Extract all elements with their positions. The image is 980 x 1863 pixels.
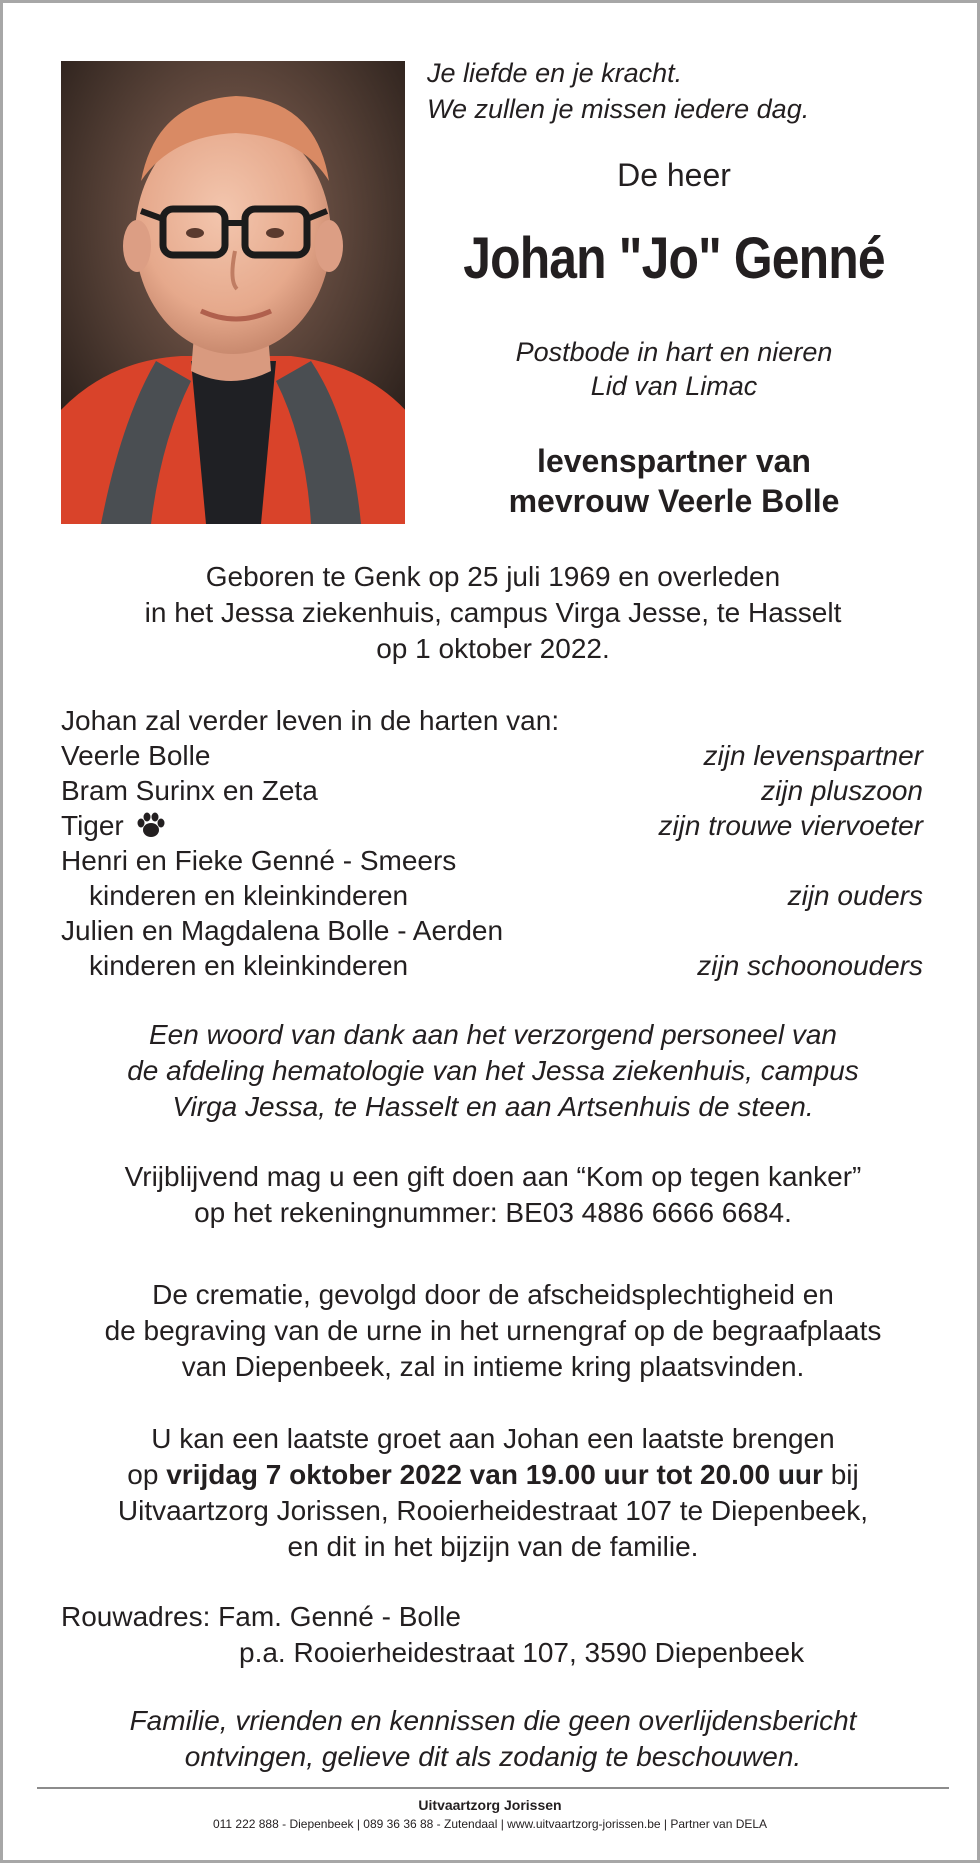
paw-icon [136, 811, 166, 839]
footer-divider [37, 1787, 949, 1789]
funeral-home-name: Uitvaartzorg Jorissen [418, 1797, 562, 1813]
cremation-message [33, 1277, 953, 1385]
thanks-message [33, 1017, 953, 1125]
visit-line: Uitvaartzorg Jorissen, Rooierheidestraat 107 te Diepenbeek, [117, 1495, 869, 1526]
role-line: Postbode in hart en nieren [515, 337, 833, 367]
family-row [61, 738, 923, 773]
thanks-line: de afdeling hematologie van het Jessa ziekenhuis, campus [127, 1055, 859, 1086]
birth-death-details [43, 559, 943, 667]
gift-message [33, 1159, 953, 1231]
quote-line: We zullen je missen iedere dag. [427, 94, 810, 124]
honorific-title: De heer [617, 157, 731, 193]
family-name: Tiger [61, 810, 124, 841]
detail-line: op 1 oktober 2022. [376, 633, 610, 664]
family-sub: kinderen en kleinkinderen [89, 950, 409, 981]
cremation-line: De crematie, gevolgd door de afscheidsplechtigheid en [152, 1279, 834, 1310]
partner-line: levenspartner van [537, 443, 811, 479]
deceased-roles [421, 335, 927, 403]
detail-line: in het Jessa ziekenhuis, campus Virga Jesse, te Hasselt [144, 597, 842, 628]
family-row [61, 948, 923, 983]
family-name: Veerle Bolle [61, 740, 211, 771]
closing-line: ontvingen, gelieve dit als zodanig te beschouwen. [184, 1741, 802, 1772]
visit-text: op [127, 1459, 167, 1490]
family-row [61, 878, 923, 913]
visit-line: U kan een laatste groet aan Johan een laatste brengen [151, 1423, 835, 1454]
funeral-home-contact: 011 222 888 - Diepenbeek | 089 36 36 88 - Zutendaal | www.uitvaartzorg-jorissen.be | Partner van DELA [212, 1817, 768, 1831]
family-row [61, 843, 923, 878]
family-name: Henri en Fieke Genné - Smeers [61, 845, 457, 876]
visit-text: bij [822, 1459, 859, 1490]
visit-line: en dit in het bijzijn van de familie. [287, 1531, 699, 1562]
gift-line: Vrijblijvend mag u een gift doen aan “Kom op tegen kanker” [124, 1161, 862, 1192]
visitation-message [33, 1421, 953, 1565]
family-relation: zijn pluszoon [761, 775, 923, 806]
partner-statement [421, 441, 927, 521]
thanks-line: Virga Jessa, te Hasselt en aan Artsenhuis de steen. [172, 1091, 814, 1122]
partner-line: mevrouw Veerle Bolle [508, 483, 840, 519]
memorial-quote [427, 55, 947, 127]
address-line: p.a. Rooierheidestraat 107, 3590 Diepenbeek [239, 1637, 805, 1668]
portrait-photo [61, 61, 405, 524]
person-photo-icon [61, 61, 405, 524]
family-sub: kinderen en kleinkinderen [89, 880, 409, 911]
family-relation: zijn schoonouders [697, 950, 923, 981]
family-relation: zijn levenspartner [703, 740, 923, 771]
detail-line: Geboren te Genk op 25 juli 1969 en overleden [205, 561, 781, 592]
visit-datetime: vrijdag 7 oktober 2022 van 19.00 uur tot 20.00 uur [166, 1459, 823, 1490]
deceased-name: Johan "Jo" Genné [463, 226, 885, 291]
family-row [61, 913, 923, 948]
funeral-home-footer [3, 1795, 977, 1833]
gift-line: op het rekeningnummer: BE03 4886 6666 6684. [194, 1197, 792, 1228]
thanks-line: Een woord van dank aan het verzorgend personeel van [148, 1019, 838, 1050]
role-line: Lid van Limac [590, 371, 758, 401]
quote-line: Je liefde en je kracht. [427, 58, 683, 88]
cremation-line: de begraving van de urne in het urnengraf op de begraafplaats [104, 1315, 882, 1346]
closing-message [33, 1703, 953, 1775]
family-relation: zijn ouders [787, 880, 923, 911]
family-name: Bram Surinx en Zeta [61, 775, 318, 806]
family-name: Julien en Magdalena Bolle - Aerden [61, 915, 504, 946]
family-list [61, 703, 923, 983]
family-pet [61, 808, 166, 843]
address-line: Rouwadres: Fam. Genné - Bolle [61, 1601, 461, 1632]
closing-line: Familie, vrienden en kennissen die geen overlijdensbericht [129, 1705, 857, 1736]
family-relation: zijn trouwe viervoeter [658, 810, 923, 841]
cremation-line: van Diepenbeek, zal in intieme kring plaatsvinden. [181, 1351, 805, 1382]
family-row [61, 773, 923, 808]
family-intro: Johan zal verder leven in de harten van: [61, 705, 560, 736]
visit-line [33, 1457, 953, 1493]
family-row [61, 808, 923, 843]
mourning-address [61, 1599, 923, 1671]
